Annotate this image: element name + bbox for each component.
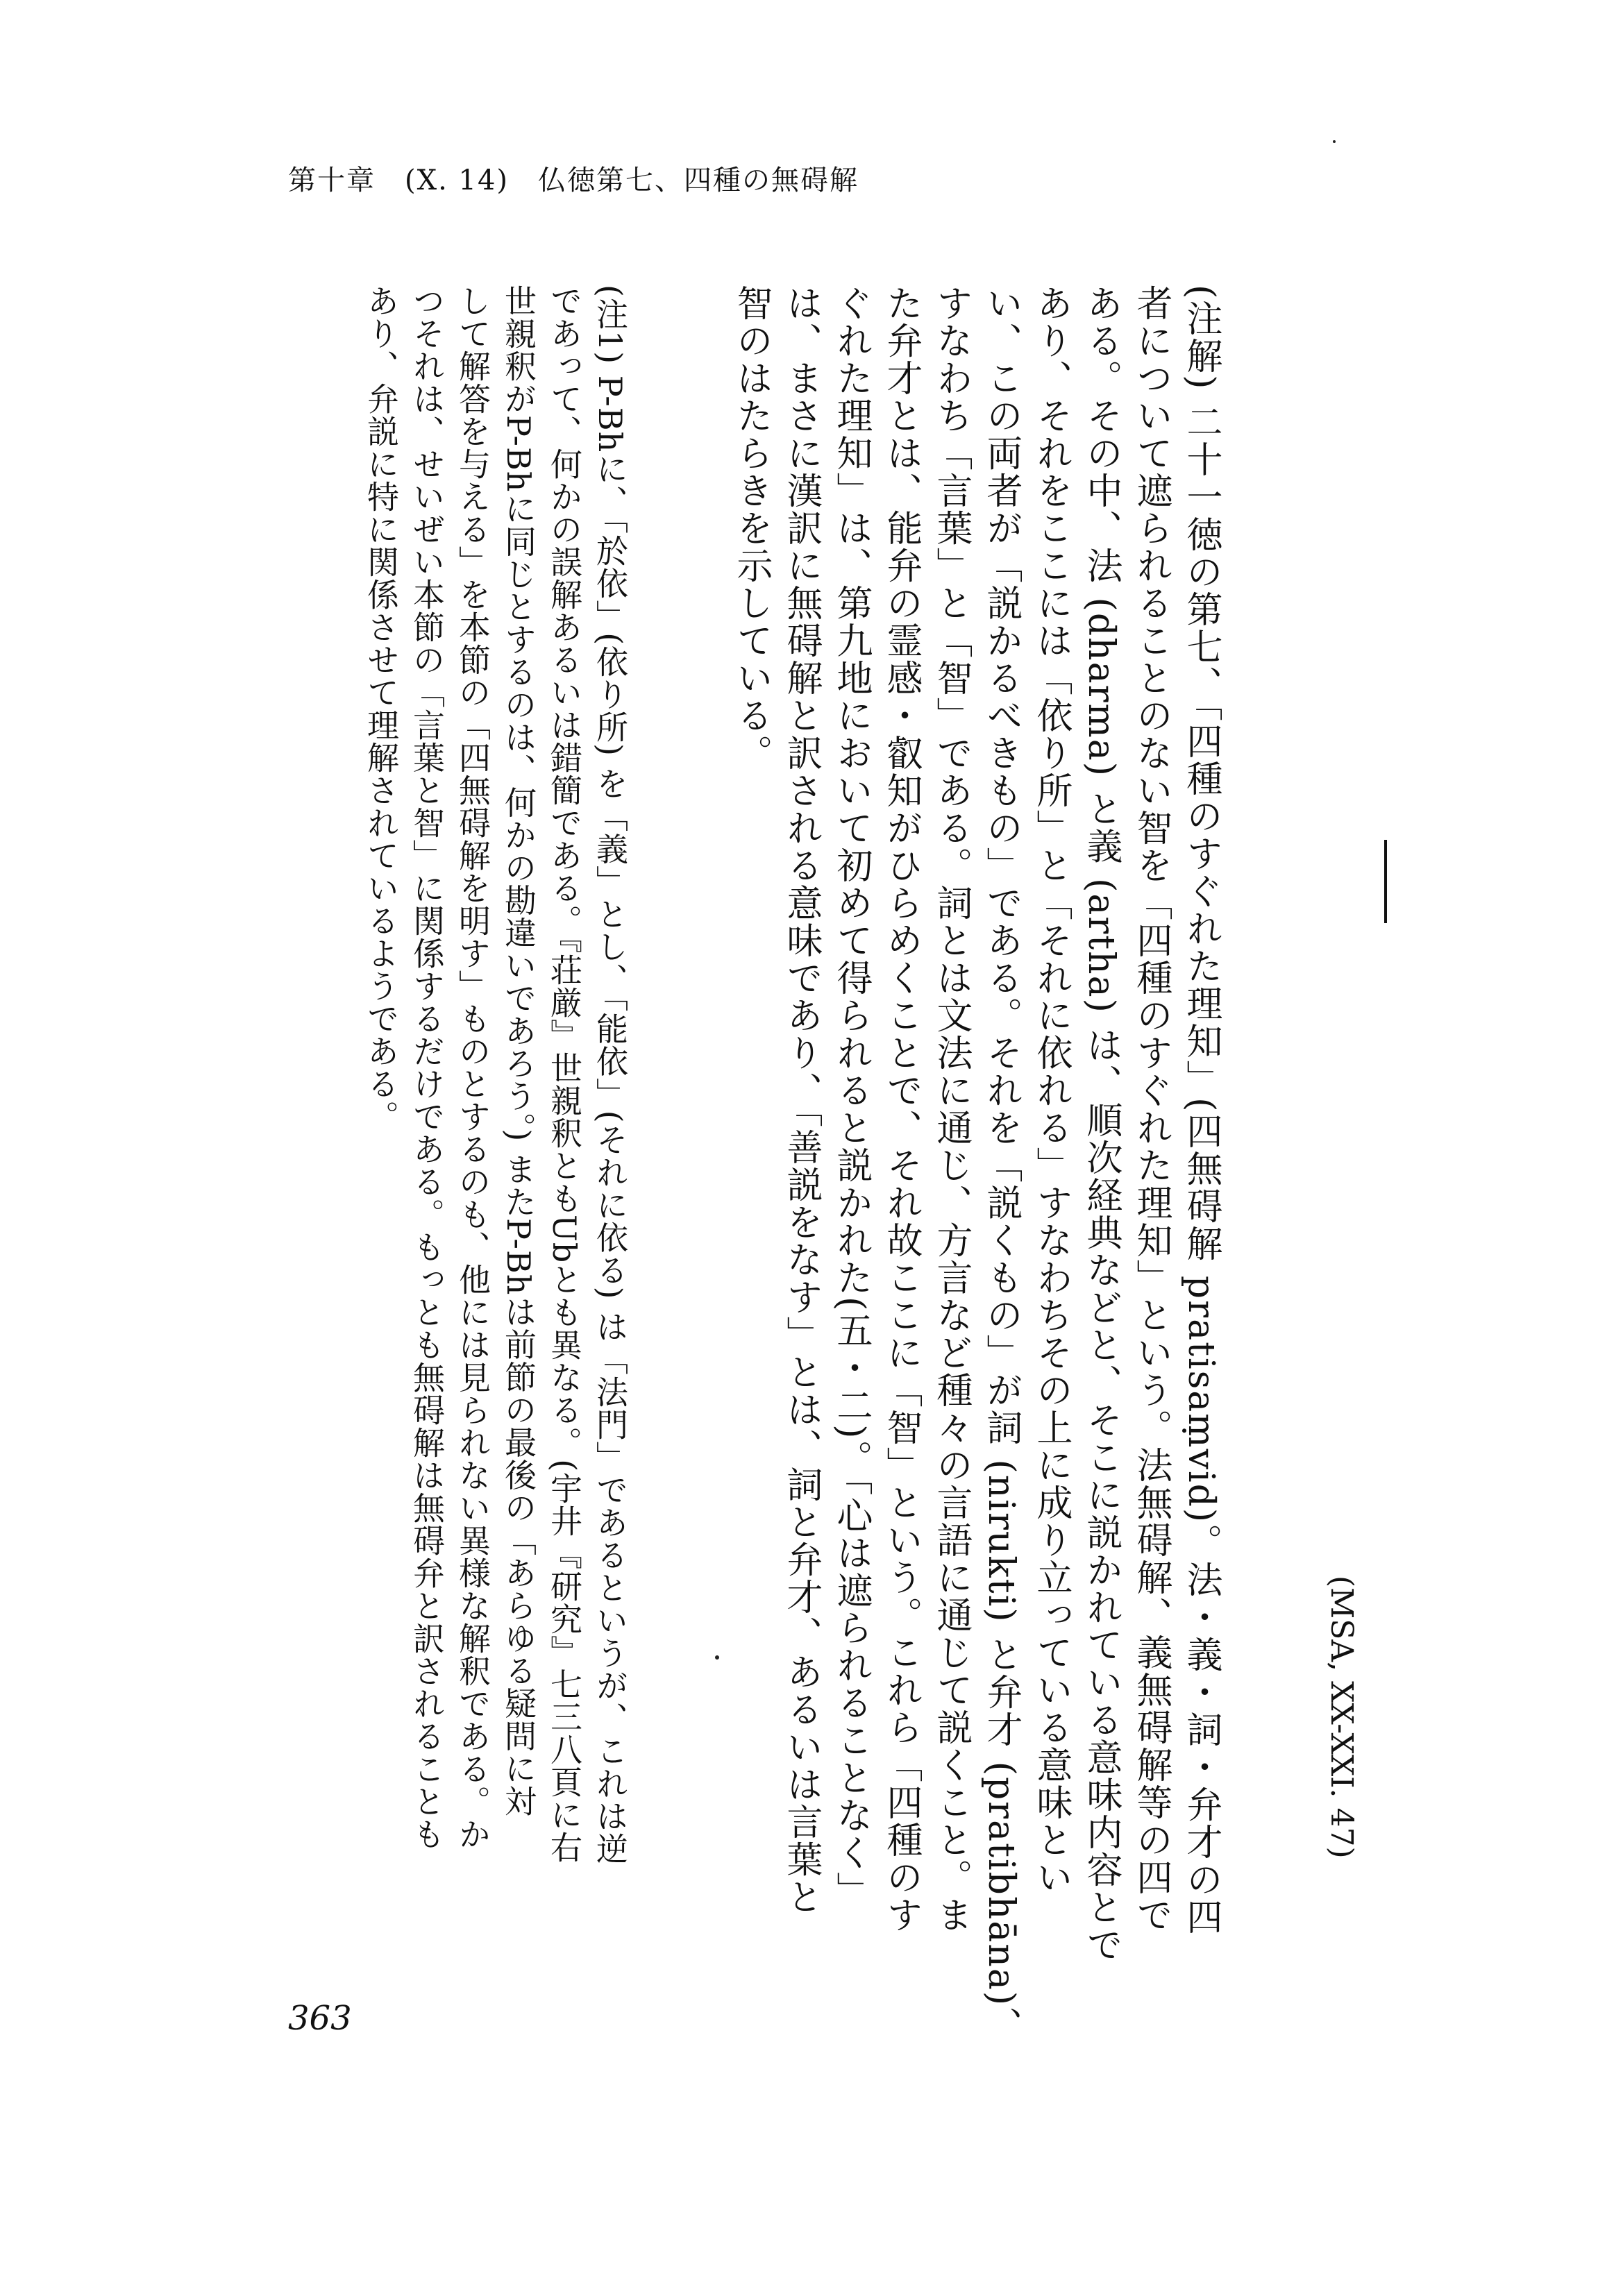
main-text-line: ある。その中、法 (dharma) と義 (artha) は、順次経典などと、そこに説かれている意味内容とで: [1080, 285, 1122, 1964]
page-number: 363: [288, 1999, 352, 2038]
main-text-line: い、この両者が「説かるべきもの」である。それを「説くもの」が詞 (nirukti) と弁才 (pratibhāna)、: [980, 285, 1022, 2045]
note-text-line: 世親釈がP-Bhに同じとするのは、何かの勘違いであろう。) またP-Bhは前節の最後の「あらゆる疑問に対: [500, 285, 537, 1818]
section-divider-rule: [1384, 840, 1387, 923]
main-text-line: た弁才とは、能弁の霊感・叡知がひらめくことで、それ故ここに「智」という。これら「四種のす: [880, 285, 922, 1934]
main-text-line: (注解) 二十一徳の第七、「四種のすぐれた理知」(四無碍解 pratisaṃvid)。法・義・詞・弁才の四: [1180, 285, 1222, 1936]
note-text-line: あり、弁説に特に関係させて理解されているようである。: [362, 285, 400, 1133]
main-text-line: 者について遮られることのない智を「四種のすぐれた理知」という。法無碍解、義無碍解等の四で: [1130, 285, 1172, 1934]
running-header-left: 第十章 (X. 14) 仏徳第七、四種の無碍解: [288, 164, 859, 196]
scan-speck: [715, 1655, 719, 1660]
scan-speck: [1333, 140, 1336, 143]
note-text-line: であって、何かの誤解あるいは錯簡である。『荘厳』世親釈ともUbとも異なる。(宇井『研究』七三八頁に右: [546, 285, 583, 1864]
note-text-line: して解答を与える」を本節の「四無碍解を明す」ものとするのも、他には見られない異様な解釈である。か: [454, 285, 491, 1850]
note-text-line: (注1) P-Bhに、「於依」(依り所) を「義」とし、「能依」(それに依る) は「法門」であるというが、これは逆: [591, 285, 629, 1866]
note-text-line: つそれは、せいぜい本節の「言葉と智」に関係するだけである。もっとも無碍解は無碍弁と訳されることも: [408, 285, 446, 1850]
main-text-line: 智のはたらきを示している。: [730, 285, 772, 772]
main-text-line: は、まさに漢訳に無碍解と訳される意味であり、「善説をなす」とは、詞と弁才、あるいは言葉と: [780, 285, 822, 1916]
main-text-line: あり、それをここには「依り所」と「それに依れる」すなわちその上に成り立っている意味とい: [1030, 285, 1072, 1896]
main-text-line: ぐれた理知」は、第九地において初めて得られると説かれた(五・二)。「心は遮られることなく」: [830, 285, 872, 1909]
main-text-line: すなわち「言葉」と「智」である。詞とは文法に通じ、方言など種々の言語に通じて説くこと。ま: [930, 285, 972, 1934]
running-header-right: (MSA, XX-XXI. 47): [1324, 1576, 1359, 1859]
